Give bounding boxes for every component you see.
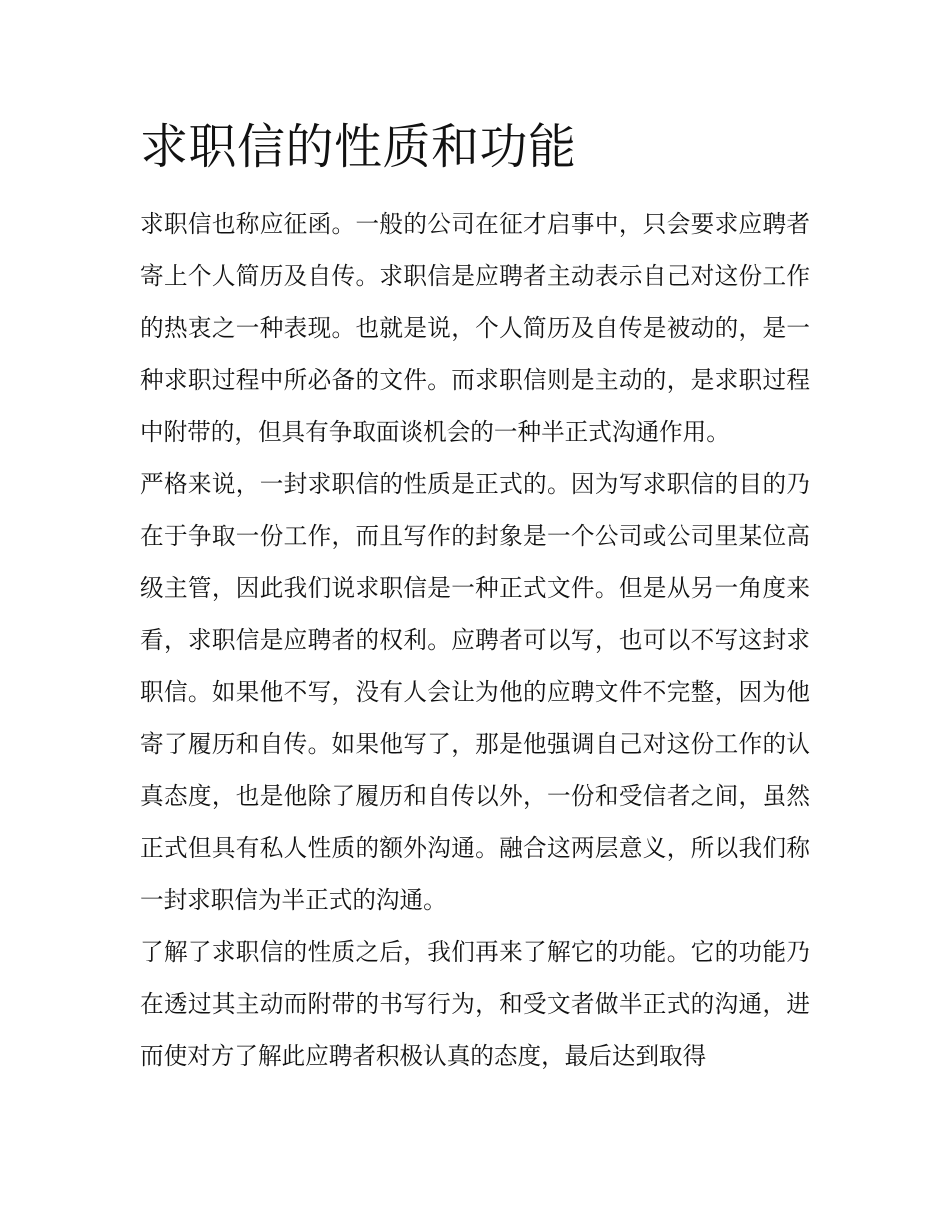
paragraph-nature-intro: 求职信也称应征函。一般的公司在征才启事中，只会要求应聘者寄上个人简历及自传。求职信是应聘者主动表示自己对这份工作的热衷之一种表现。也就是说，个人简历及自传是被动的，是一种求职过程中所必备的文件。而求职信则是主动的，是求职过程中附带的，但具有争取面谈机会的一种半正式沟通作用。 — [140, 210, 810, 446]
document-body — [140, 112, 810, 1082]
paragraph-function: 了解了求职信的性质之后，我们再来了解它的功能。它的功能乃在透过其主动而附带的书写行为，和受文者做半正式的沟通，进而使对方了解此应聘者积极认真的态度，最后达到取得 — [140, 938, 810, 1070]
document-title: 求职信的性质和功能 — [140, 119, 577, 175]
paragraph-formality: 严格来说，一封求职信的性质是正式的。因为写求职信的目的乃在于争取一份工作，而且写作的封象是一个公司或公司里某位高级主管，因此我们说求职信是一种正式文件。但是从另一角度来看，求职信是应聘者的权利。应聘者可以写，也可以不写这封求职信。如果他不写，没有人会让为他的应聘文件不完整，因为他寄了履历和自传。如果他写了，那是他强调自己对这份工作的认真态度，也是他除了履历和自传以外，一份和受信者之间，虽然正式但具有私人性质的额外沟通。融合这两层意义，所以我们称一封求职信为半正式的沟通。 — [140, 470, 810, 914]
